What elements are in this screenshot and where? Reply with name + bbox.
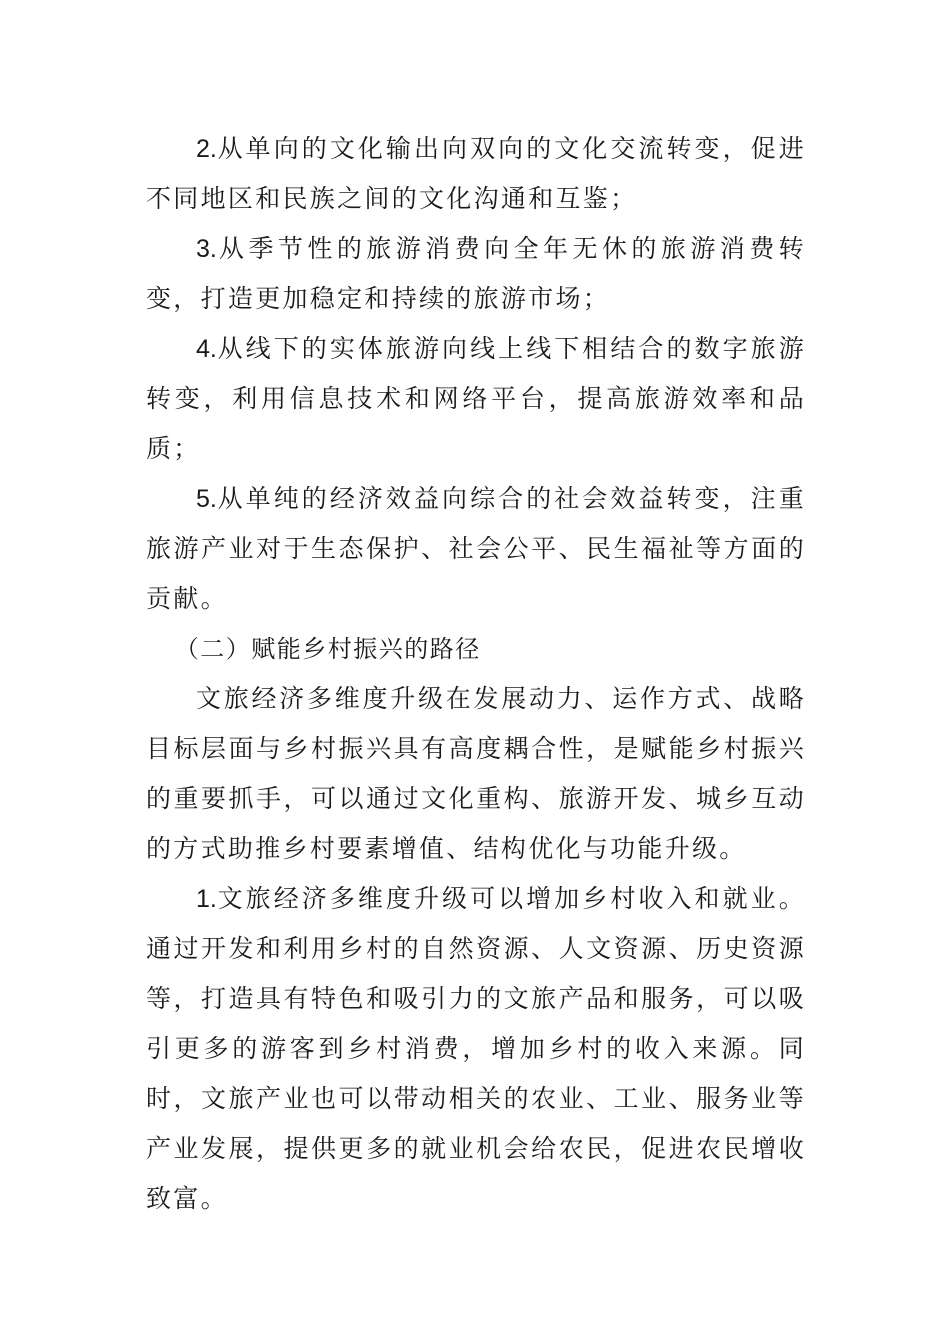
paragraph-point-1: [146, 874, 806, 1224]
paragraph-text: 文旅经济多维度升级可以增加乡村收入和就业。通过开发和利用乡村的自然资源、人文资源、历史资源等，打造具有特色和吸引力的文旅产品和服务，可以吸引更多的游客到乡村消费，增加乡村的收入来源。同时，文旅产业也可以带动相关的农业、工业、服务业等产业发展，提供更多的就业机会给农民，促进农民增收致富。: [146, 884, 806, 1213]
paragraph-item-4: [146, 324, 806, 474]
section-heading: （二）赋能乡村振兴的路径: [174, 635, 481, 663]
item-number: 4.: [196, 335, 217, 363]
item-number: 3.: [196, 235, 217, 263]
document-body: [146, 124, 806, 1224]
intro-paragraph: 文旅经济多维度升级在发展动力、运作方式、战略目标层面与乡村振兴具有高度耦合性，是赋能乡村振兴的重要抓手，可以通过文化重构、旅游开发、城乡互动的方式助推乡村要素增值、结构优化与功能升级。: [146, 684, 806, 863]
paragraph-text: 从季节性的旅游消费向全年无休的旅游消费转变，打造更加稳定和持续的旅游市场；: [146, 234, 806, 313]
item-number: 2.: [196, 135, 217, 163]
paragraph-item-5: [146, 474, 806, 624]
paragraph-text: 从单纯的经济效益向综合的社会效益转变，注重旅游产业对于生态保护、社会公平、民生福祉等方面的贡献。: [146, 484, 806, 613]
paragraph-item-3: [146, 224, 806, 324]
paragraph-text: 从单向的文化输出向双向的文化交流转变，促进不同地区和民族之间的文化沟通和互鉴；: [146, 134, 806, 213]
item-number: 5.: [196, 485, 217, 513]
item-number: 1.: [196, 885, 217, 913]
paragraph-text: 从线下的实体旅游向线上线下相结合的数字旅游转变，利用信息技术和网络平台，提高旅游效率和品质；: [146, 334, 806, 463]
paragraph-item-2: [146, 124, 806, 224]
